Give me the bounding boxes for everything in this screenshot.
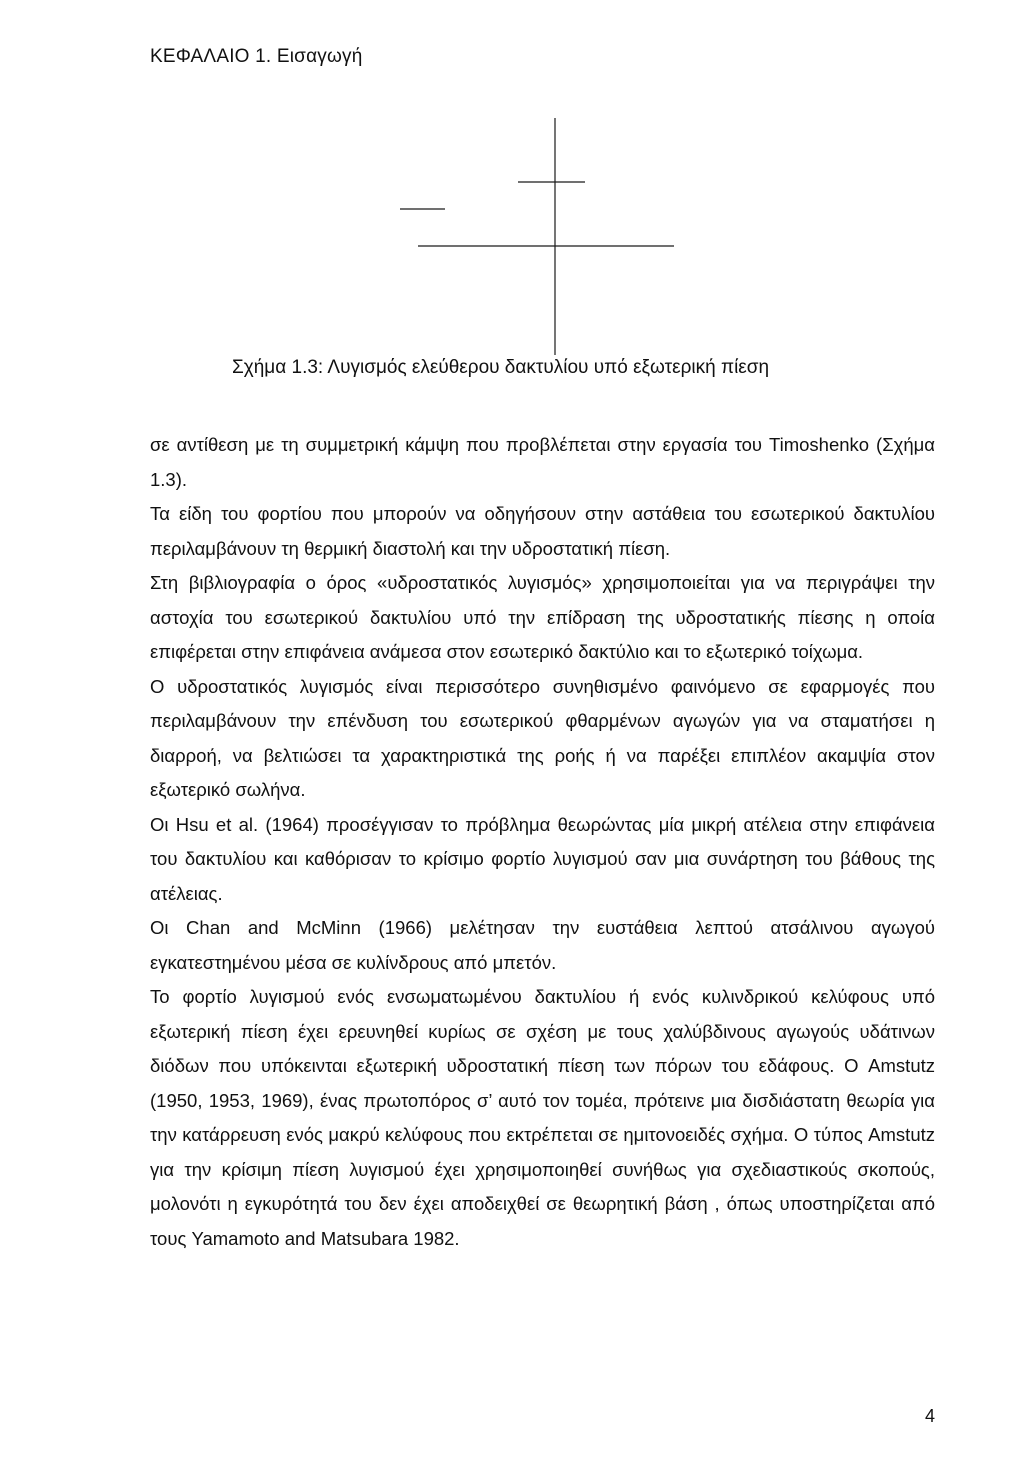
paragraph: σε αντίθεση με τη συμμετρική κάμψη που προβλέπεται στην εργασία του Timoshenko (Σχήμα 1.3).: [150, 434, 935, 490]
paragraph: Ο υδροστατικός λυγισμός είναι περισσότερο συνηθισμένο φαινόμενο σε εφαρμογές που περιλαμβάνουν την επένδυση του εσωτερικού φθαρμένων αγωγών για να σταματήσει η διαρροή, να βελτιώσει τα χαρακτηριστικά της ροής ή να παρέξει επιπλέον ακαμψία στον εξωτερικό σωλήνα.: [150, 675, 935, 800]
page-number: 4: [925, 1406, 936, 1426]
paragraph: Οι Hsu et al. (1964) προσέγγισαν το πρόβλημα θεωρώντας μία μικρή ατέλεια στην επιφάνεια του δακτυλίου και καθόρισαν το κρίσιμο φορτίο λυγισμού σαν μια συνάρτηση του βάθους της ατέλειας.: [150, 813, 935, 904]
body-text: [150, 428, 935, 1256]
paragraph: Τα είδη του φορτίου που μπορούν να οδηγήσουν στην αστάθεια του εσωτερικού δακτυλίου περιλαμβάνουν τη θερμική διαστολή και την υδροστατική πίεση.: [150, 503, 935, 559]
chapter-header: ΚΕΦΑΛΑΙΟ 1. Εισαγωγή: [150, 46, 363, 67]
figure-caption: Σχήμα 1.3: Λυγισμός ελεύθερου δακτυλίου υπό εξωτερική πίεση: [232, 357, 770, 378]
paragraph: Στη βιβλιογραφία ο όρος «υδροστατικός λυγισμός» χρησιμοποιείται για να περιγράψει την αστοχία του εσωτερικού δακτυλίου υπό την επίδραση της υδροστατικής πίεσης η οποία επιφέρεται στην επιφάνεια ανάμεσα στον εσωτερικό δακτύλιο και το εξωτερικό τοίχωμα.: [150, 572, 935, 662]
paragraph: Το φορτίο λυγισμού ενός ενσωματωμένου δακτυλίου ή ενός κυλινδρικού κελύφους υπό εξωτερική πίεση έχει ερευνηθεί κυρίως σε σχέση με τους χαλύβδινους αγωγούς υδάτινων διόδων που υπόκεινται εξωτερική υδροστατική πίεση των πόρων του εδάφους. Ο Amstutz (1950, 1953, 1969), ένας πρωτοπόρος σ’ αυτό τον τομέα, πρότεινε μια δισδιάστατη θεωρία για την κατάρρευση ενός μακρύ κελύφους που εκτρέπεται σε ημιτονοειδές σχήμα. Ο τύπος Amstutz για την κρίσιμη πίεση λυγισμού έχει χρησιμοποιηθεί συνήθως για σχεδιαστικούς σκοπούς, μολονότι η εγκυρότητά του δεν έχει αποδειχθεί σε θεωρητική βάση , όπως υποστηρίζεται από τους Yamamoto and Matsubara 1982.: [150, 986, 935, 1249]
figure-ring-buckling: [0, 0, 1024, 360]
paragraph: Οι Chan and McMinn (1966) μελέτησαν την ευστάθεια λεπτού ατσάλινου αγωγού εγκατεστημένου μέσα σε κυλίνδρους από μπετόν.: [150, 917, 935, 973]
